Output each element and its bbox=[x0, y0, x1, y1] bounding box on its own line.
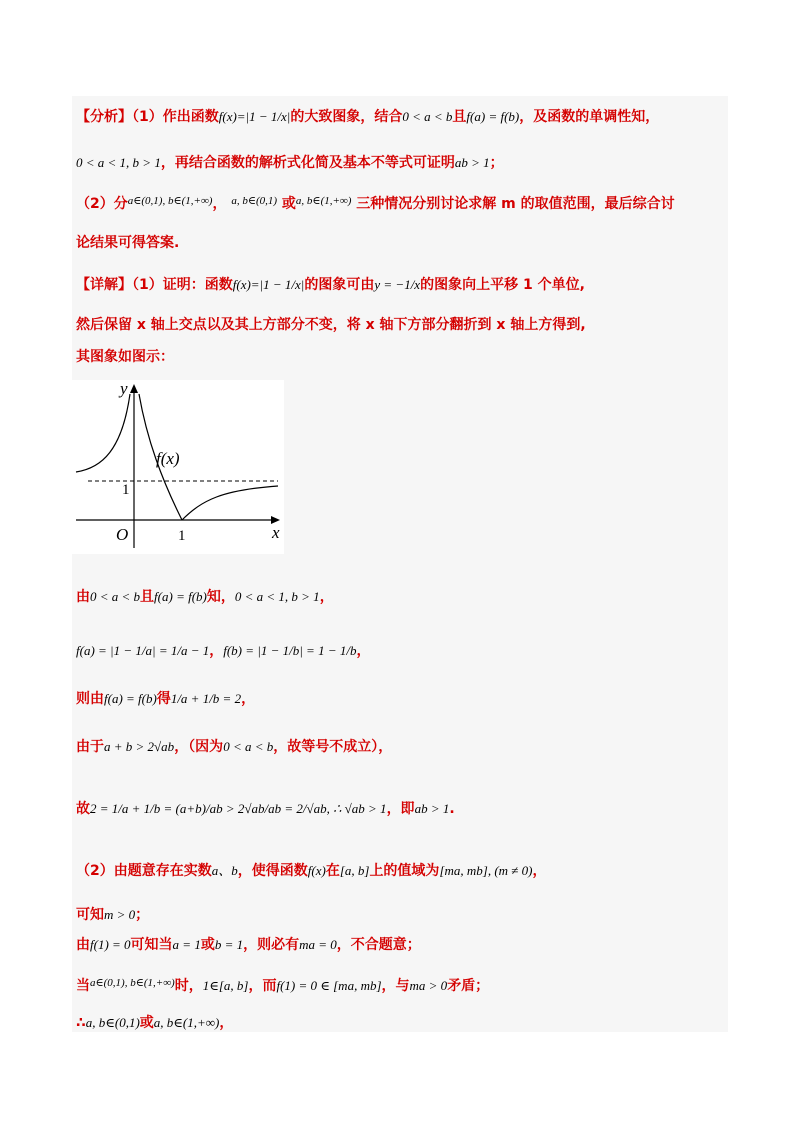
detail-line-5: f(a) = |1 − 1/a| = 1/a − 1，f(b) = |1 − 1/b| = 1 − 1/b， bbox=[76, 643, 371, 659]
detail-line-11: 由f(1) = 0可知当a = 1或b = 1，则必有ma = 0，不合题意； bbox=[76, 937, 421, 953]
y-axis-label: y bbox=[120, 380, 128, 398]
x-tick-one-label: 1 bbox=[178, 528, 186, 544]
analysis-line-3: （2）分$^{a\in(0,1), b\in(1,+\infty)}$， $^{a, b\in(0,1)}$ 或$^{a, b\in(1,+\infty)}$ 三种情况分别讨论求解 m 的取值范围，最后综合讨 bbox=[76, 195, 675, 212]
y-tick-one-label: 1 bbox=[122, 482, 130, 498]
x-axis-label: x bbox=[272, 523, 280, 542]
y-axis-arrow-icon bbox=[130, 384, 138, 393]
analysis-line-2: 0 < a < 1, b > 1，再结合函数的解析式化简及基本不等式可证明ab > 1； bbox=[76, 155, 504, 171]
detail-line-1: 【详解】（1）证明：函数f(x)=|1 − 1/x|的图象可由y = −1/x的图象向上平移 1 个单位, bbox=[76, 277, 585, 293]
detail-line-13: ∴a, b∈(0,1)或a, b∈(1,+∞)， bbox=[76, 1015, 234, 1031]
detail-line-7: 由于a + b > 2√ab，（因为0 < a < b，故等号不成立）， bbox=[76, 739, 393, 755]
curve-right-ascending bbox=[182, 486, 278, 520]
detail-line-9: （2）由题意存在实数a、b，使得函数f(x)在[a, b]上的值域为[ma, mb], (m ≠ 0)， bbox=[76, 863, 547, 879]
detail-line-4: 由0 < a < b且f(a) = f(b)知，0 < a < 1, b > 1， bbox=[76, 589, 334, 605]
detail-line-6: 则由f(a) = f(b)得1/a + 1/b = 2， bbox=[76, 691, 256, 707]
detail-line-10: 可知m > 0； bbox=[76, 907, 150, 923]
detail-line-3: 其图象如图示： bbox=[76, 349, 174, 365]
origin-label: O bbox=[116, 525, 129, 544]
curve-label: f(x) bbox=[156, 449, 180, 468]
analysis-line-4: 论结果可得答案. bbox=[76, 235, 180, 251]
detail-line-8: 故2 = 1/a + 1/b = (a+b)/ab > 2√ab/ab = 2/√ab, ∴ √ab > 1，即ab > 1. bbox=[76, 801, 455, 817]
detail-line-2: 然后保留 x 轴上交点以及其上方部分不变，将 x 轴下方部分翻折到 x 轴上方得到, bbox=[76, 317, 586, 333]
curve-left-branch bbox=[76, 394, 130, 472]
detail-line-12: 当$^{a\in(0,1), b\in(1,+\infty)}$时，1∈[a, b]，而f(1) = 0 ∈ [ma, mb]，与ma > 0矛盾； bbox=[76, 977, 490, 994]
function-graph bbox=[72, 380, 284, 554]
analysis-line-1: 【分析】（1）作出函数f(x)=|1 − 1/x|的大致图象，结合0 < a < b且f(a) = f(b)，及函数的单调性知， bbox=[76, 109, 660, 125]
